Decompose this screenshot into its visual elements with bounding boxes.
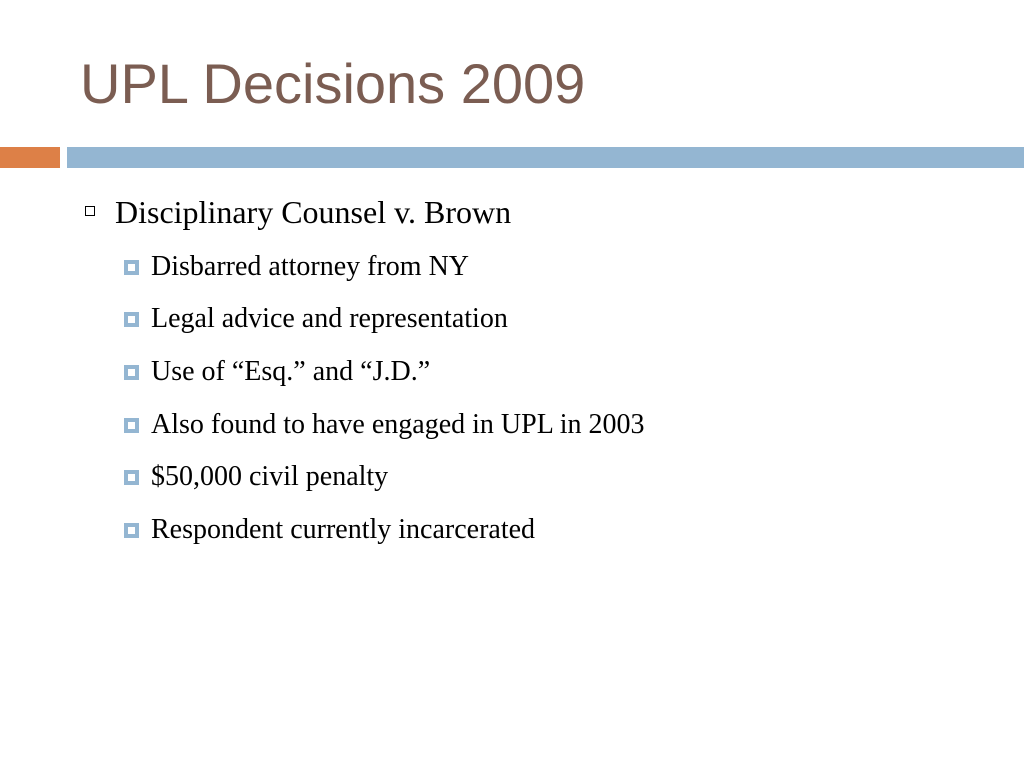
blue-square-bullet-icon [124, 312, 139, 327]
slide-title: UPL Decisions 2009 [80, 52, 586, 115]
blue-square-bullet-icon [124, 470, 139, 485]
hollow-square-bullet-icon [85, 206, 95, 216]
blue-square-bullet-icon [124, 418, 139, 433]
blue-square-bullet-icon [124, 260, 139, 275]
sub-bullet-text: $50,000 civil penalty [151, 461, 389, 492]
blue-square-bullet-icon [124, 365, 139, 380]
sub-bullet-text: Also found to have engaged in UPL in 2003 [151, 409, 645, 440]
sub-bullet-text: Respondent currently incarcerated [151, 514, 536, 545]
bullet-text: Disciplinary Counsel v. Brown [115, 194, 512, 230]
sub-bullet-text: Legal advice and representation [151, 303, 508, 334]
sub-bullet-text: Use of “Esq.” and “J.D.” [151, 356, 431, 387]
blue-square-bullet-icon [124, 523, 139, 538]
sub-bullet-text: Disbarred attorney from NY [151, 251, 470, 282]
